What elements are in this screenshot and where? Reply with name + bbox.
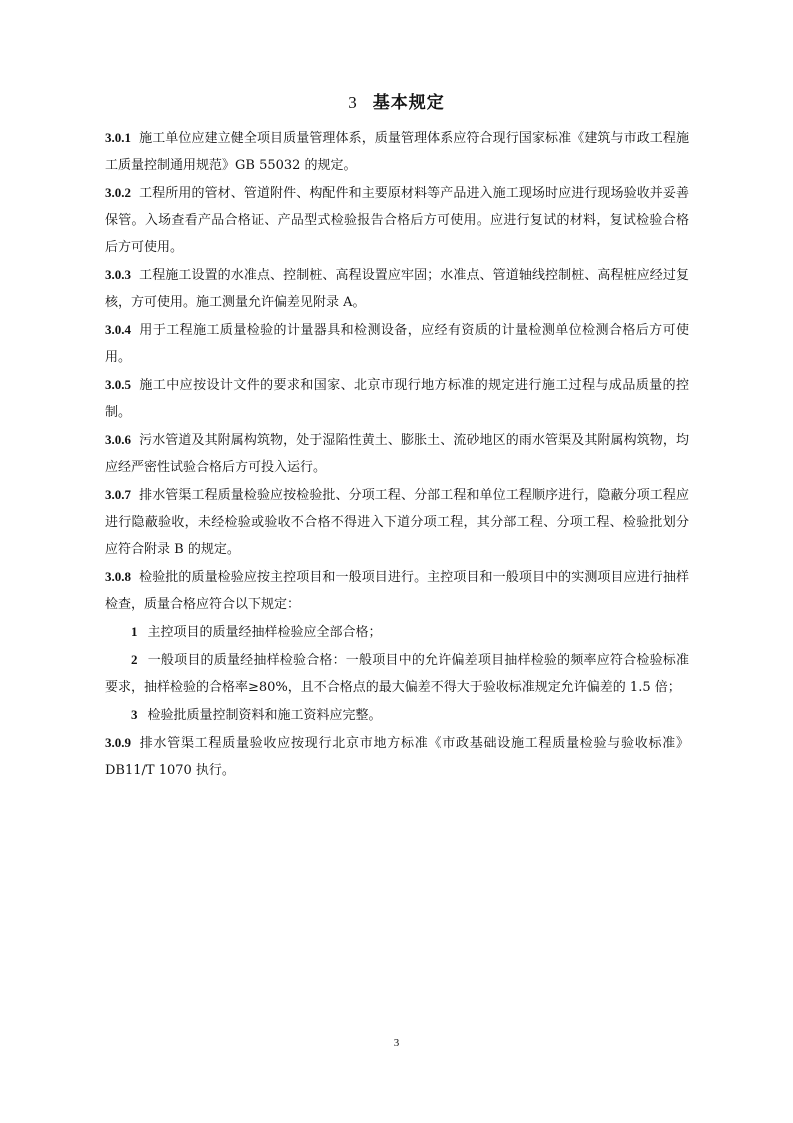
item-number: 2 <box>131 652 138 667</box>
page-number: 3 <box>393 1037 400 1049</box>
clause-3-0-7 <box>105 481 689 563</box>
clause-number: 3.0.1 <box>105 130 131 145</box>
clause-number: 3.0.6 <box>105 432 131 447</box>
chapter-number: 3 <box>348 93 357 112</box>
document-body <box>105 124 689 784</box>
chapter-title: 基本规定 <box>372 93 445 113</box>
item-number: 1 <box>131 624 138 639</box>
item-text: 主控项目的质量经抽样检验应全部合格； <box>147 625 382 640</box>
clause-3-0-3 <box>105 261 689 316</box>
clause-text: 工程施工设置的水准点、控制桩、高程设置应牢固；水准点、管道轴线控制桩、高程桩应经过复核，方可使用。施工测量允许偏差见附录 A。 <box>105 268 689 310</box>
list-item <box>105 701 689 729</box>
clause-3-0-9 <box>105 729 689 784</box>
clause-3-0-2 <box>105 179 689 261</box>
clause-text: 排水管渠工程质量验收应按现行北京市地方标准《市政基础设施工程质量检验与验收标准》DB11/T 1070 执行。 <box>105 736 689 778</box>
clause-number: 3.0.3 <box>105 267 131 282</box>
clause-text: 用于工程施工质量检验的计量器具和检测设备，应经有资质的计量检测单位检测合格后方可使用。 <box>105 323 689 365</box>
clause-3-0-6 <box>105 426 689 481</box>
clause-number: 3.0.9 <box>105 735 131 750</box>
clause-text: 检验批的质量检验应按主控项目和一般项目进行。主控项目和一般项目中的实测项目应进行抽样检查，质量合格应符合以下规定： <box>105 570 689 612</box>
clause-number: 3.0.7 <box>105 487 131 502</box>
clause-number: 3.0.2 <box>105 185 131 200</box>
clause-number: 3.0.8 <box>105 569 131 584</box>
clause-text: 污水管道及其附属构筑物，处于湿陷性黄土、膨胀土、流砂地区的雨水管渠及其附属构筑物，均应经严密性试验合格后方可投入运行。 <box>105 433 689 475</box>
item-text: 一般项目的质量经抽样检验合格：一般项目中的允许偏差项目抽样检验的频率应符合检验标准要求，抽样检验的合格率≥80%，且不合格点的最大偏差不得大于验收标准规定允许偏差的 1.5 倍； <box>105 653 689 695</box>
clause-3-0-5 <box>105 371 689 426</box>
clause-text: 施工中应按设计文件的要求和国家、北京市现行地方标准的规定进行施工过程与成品质量的控制。 <box>105 378 689 420</box>
clause-3-0-4 <box>105 316 689 371</box>
clause-number: 3.0.5 <box>105 377 131 392</box>
clause-number: 3.0.4 <box>105 322 131 337</box>
item-text: 检验批质量控制资料和施工资料应完整。 <box>147 708 382 723</box>
clause-3-0-1 <box>105 124 689 179</box>
clause-text: 工程所用的管材、管道附件、构配件和主要原材料等产品进入施工现场时应进行现场验收并妥善保管。入场查看产品合格证、产品型式检验报告合格后方可使用。应进行复试的材料，复试检验合格后方可使用。 <box>105 186 689 255</box>
chapter-heading <box>0 92 793 114</box>
clause-text: 排水管渠工程质量检验应按检验批、分项工程、分部工程和单位工程顺序进行，隐蔽分项工程应进行隐蔽验收，未经检验或验收不合格不得进入下道分项工程，其分部工程、分项工程、检验批划分应符合附录 B 的规定。 <box>105 488 689 557</box>
item-number: 3 <box>131 707 138 722</box>
clause-3-0-8 <box>105 563 689 618</box>
list-item <box>105 618 689 646</box>
list-item <box>105 646 689 701</box>
clause-text: 施工单位应建立健全项目质量管理体系，质量管理体系应符合现行国家标准《建筑与市政工程施工质量控制通用规范》GB 55032 的规定。 <box>105 131 689 173</box>
